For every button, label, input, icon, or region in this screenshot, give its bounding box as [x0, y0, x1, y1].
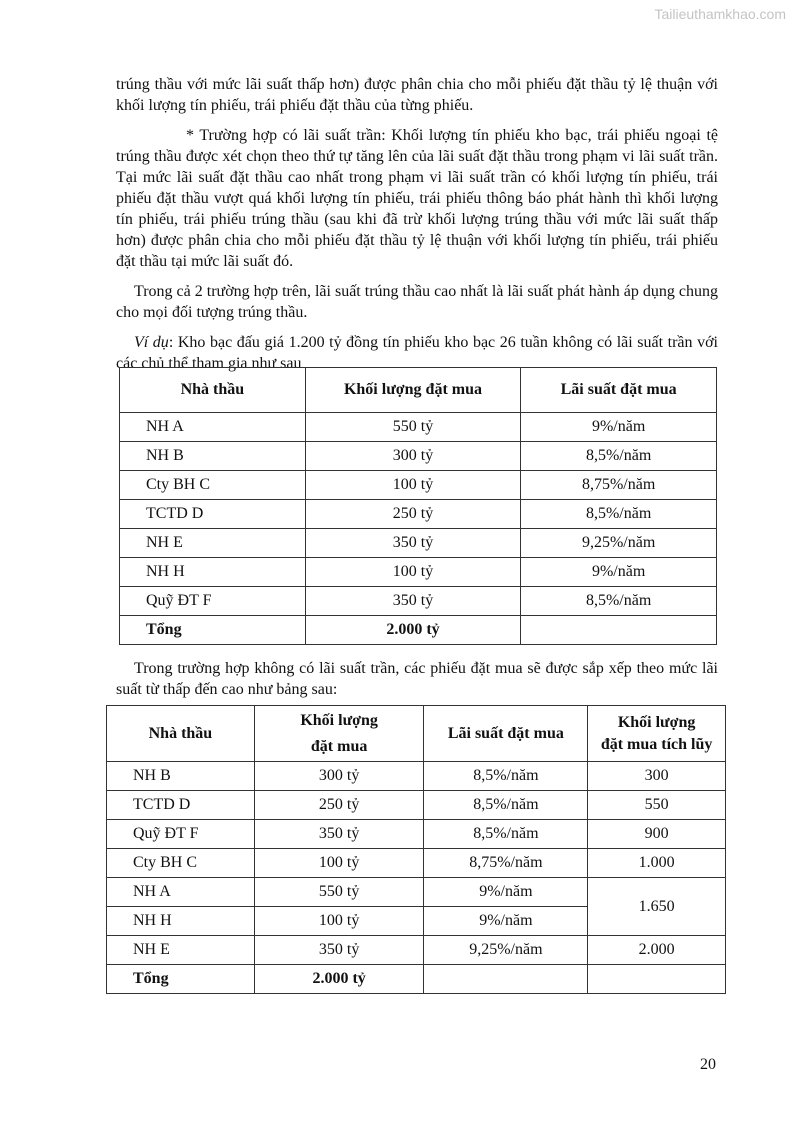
cell-volume: 550 tỷ	[305, 413, 521, 442]
cell-cumulative: 300	[588, 762, 726, 791]
cell-volume: 300 tỷ	[305, 442, 521, 471]
cell-bidder: NH B	[107, 762, 255, 791]
cell-volume: 100 tỷ	[254, 849, 424, 878]
table-row	[107, 762, 726, 791]
cell-total-volume: 2.000 tỷ	[254, 965, 424, 994]
paragraph-ceiling-rate: * Trường hợp có lãi suất trần: Khối lượng tín phiếu kho bạc, trái phiếu ngoại tệ trúng thầu được xét chọn theo thứ tự tăng lên của lãi suất đặt thầu trong phạm vi lãi suất trần. Tại mức lãi suất đặt thầu cao nhất trong phạm vi lãi suất trần có khối lượng tín phiếu, trái phiếu đặt thầu vượt quá khối lượng tín phiếu, trái phiếu thông báo phát hành thì khối lượng tín phiếu, trái phiếu trúng thầu (sau khi đã trừ khối lượng trúng thầu với mức lãi suất thấp hơn) được phân chia cho mỗi phiếu đặt thầu tỷ lệ thuận với khối lượng tín phiếu, trái phiếu đặt thầu tại mức lãi suất đó.	[116, 127, 718, 270]
cell-rate: 8,5%/năm	[521, 442, 717, 471]
cell-volume: 550 tỷ	[254, 878, 424, 907]
paragraph-continuation: trúng thầu với mức lãi suất thấp hơn) được phân chia cho mỗi phiếu đặt thầu tỷ lệ thuận với khối lượng tín phiếu, trái phiếu đặt thầu của từng phiếu.	[116, 76, 718, 114]
header-bidder: Nhà thầu	[120, 368, 306, 413]
header-bidder: Nhà thầu	[107, 706, 255, 762]
cell-cumulative: 900	[588, 820, 726, 849]
watermark: Tailieuthamkhao.com	[654, 6, 786, 22]
table-total-row	[120, 616, 717, 645]
table-row	[107, 791, 726, 820]
cell-bidder: NH H	[120, 558, 306, 587]
cell-volume: 350 tỷ	[254, 820, 424, 849]
cell-rate: 8,5%/năm	[521, 500, 717, 529]
cell-rate: 8,75%/năm	[521, 471, 717, 500]
cell-volume: 100 tỷ	[305, 471, 521, 500]
header-cumulative	[588, 706, 726, 762]
cell-bidder: NH E	[120, 529, 306, 558]
cell-bidder: TCTD D	[120, 500, 306, 529]
cell-volume: 250 tỷ	[254, 791, 424, 820]
cell-volume: 350 tỷ	[305, 587, 521, 616]
cell-total-volume: 2.000 tỷ	[305, 616, 521, 645]
cell-bidder: NH H	[107, 907, 255, 936]
table-row	[120, 500, 717, 529]
cell-rate: 8,5%/năm	[521, 587, 717, 616]
table-total-row	[107, 965, 726, 994]
cell-rate: 9%/năm	[424, 878, 588, 907]
table-row	[120, 529, 717, 558]
table-row	[120, 471, 717, 500]
cell-total-label: Tổng	[107, 965, 255, 994]
table-row	[107, 820, 726, 849]
table-row	[120, 558, 717, 587]
cell-total-label: Tổng	[120, 616, 306, 645]
table-row	[107, 849, 726, 878]
cell-rate: 9%/năm	[521, 413, 717, 442]
table-row	[120, 442, 717, 471]
table-row	[107, 878, 726, 907]
paragraph-summary: Trong cả 2 trường hợp trên, lãi suất trúng thầu cao nhất là lãi suất phát hành áp dụng chung cho mọi đối tượng trúng thầu.	[116, 283, 718, 321]
table-row	[120, 587, 717, 616]
cell-cumulative-merged: 1.650	[588, 878, 726, 936]
cell-cumulative: 1.000	[588, 849, 726, 878]
body-text-2	[116, 658, 718, 700]
body-text	[116, 74, 718, 374]
header-cumulative-line1: Khối lượng	[617, 713, 696, 731]
cell-rate: 9%/năm	[424, 907, 588, 936]
cell-cumulative: 550	[588, 791, 726, 820]
cell-cumulative: 2.000	[588, 936, 726, 965]
cell-bidder: Cty BH C	[107, 849, 255, 878]
cell-rate: 9,25%/năm	[521, 529, 717, 558]
cell-volume: 100 tỷ	[254, 907, 424, 936]
cell-total-rate	[521, 616, 717, 645]
header-volume-line1: Khối lượng	[300, 711, 378, 729]
example-text: : Kho bạc đấu giá 1.200 tỷ đồng tín phiếu kho bạc 26 tuần không có lãi suất trần với các chủ thể tham gia như sau	[116, 334, 719, 372]
sorted-bids-table	[106, 705, 726, 994]
cell-rate: 8,75%/năm	[424, 849, 588, 878]
cell-rate: 9%/năm	[521, 558, 717, 587]
header-volume-line2: đặt mua	[310, 737, 368, 755]
header-volume	[254, 706, 424, 762]
cell-bidder: NH B	[120, 442, 306, 471]
cell-total-cumulative	[588, 965, 726, 994]
cell-rate: 8,5%/năm	[424, 791, 588, 820]
cell-bidder: NH A	[107, 878, 255, 907]
cell-bidder: NH E	[107, 936, 255, 965]
cell-rate: 8,5%/năm	[424, 820, 588, 849]
paragraph-sorted: Trong trường hợp không có lãi suất trần, các phiếu đặt mua sẽ được sắp xếp theo mức lãi suất từ thấp đến cao như bảng sau:	[116, 660, 718, 698]
cell-volume: 350 tỷ	[254, 936, 424, 965]
cell-bidder: Quỹ ĐT F	[107, 820, 255, 849]
cell-bidder: Cty BH C	[120, 471, 306, 500]
cell-bidder: TCTD D	[107, 791, 255, 820]
header-cumulative-line2: đặt mua tích lũy	[600, 735, 713, 753]
cell-rate: 8,5%/năm	[424, 762, 588, 791]
header-volume: Khối lượng đặt mua	[305, 368, 521, 413]
cell-volume: 100 tỷ	[305, 558, 521, 587]
bids-table	[119, 367, 717, 645]
cell-bidder: Quỹ ĐT F	[120, 587, 306, 616]
page-number: 20	[700, 1056, 716, 1073]
table-header-row	[120, 368, 717, 413]
header-rate: Lãi suất đặt mua	[424, 706, 588, 762]
cell-volume: 350 tỷ	[305, 529, 521, 558]
cell-volume: 250 tỷ	[305, 500, 521, 529]
cell-total-rate	[424, 965, 588, 994]
header-rate: Lãi suất đặt mua	[521, 368, 717, 413]
example-label: Ví dụ	[134, 334, 169, 351]
cell-rate: 9,25%/năm	[424, 936, 588, 965]
table-row	[107, 936, 726, 965]
cell-volume: 300 tỷ	[254, 762, 424, 791]
cell-bidder: NH A	[120, 413, 306, 442]
table-header-row	[107, 706, 726, 762]
table-row	[120, 413, 717, 442]
